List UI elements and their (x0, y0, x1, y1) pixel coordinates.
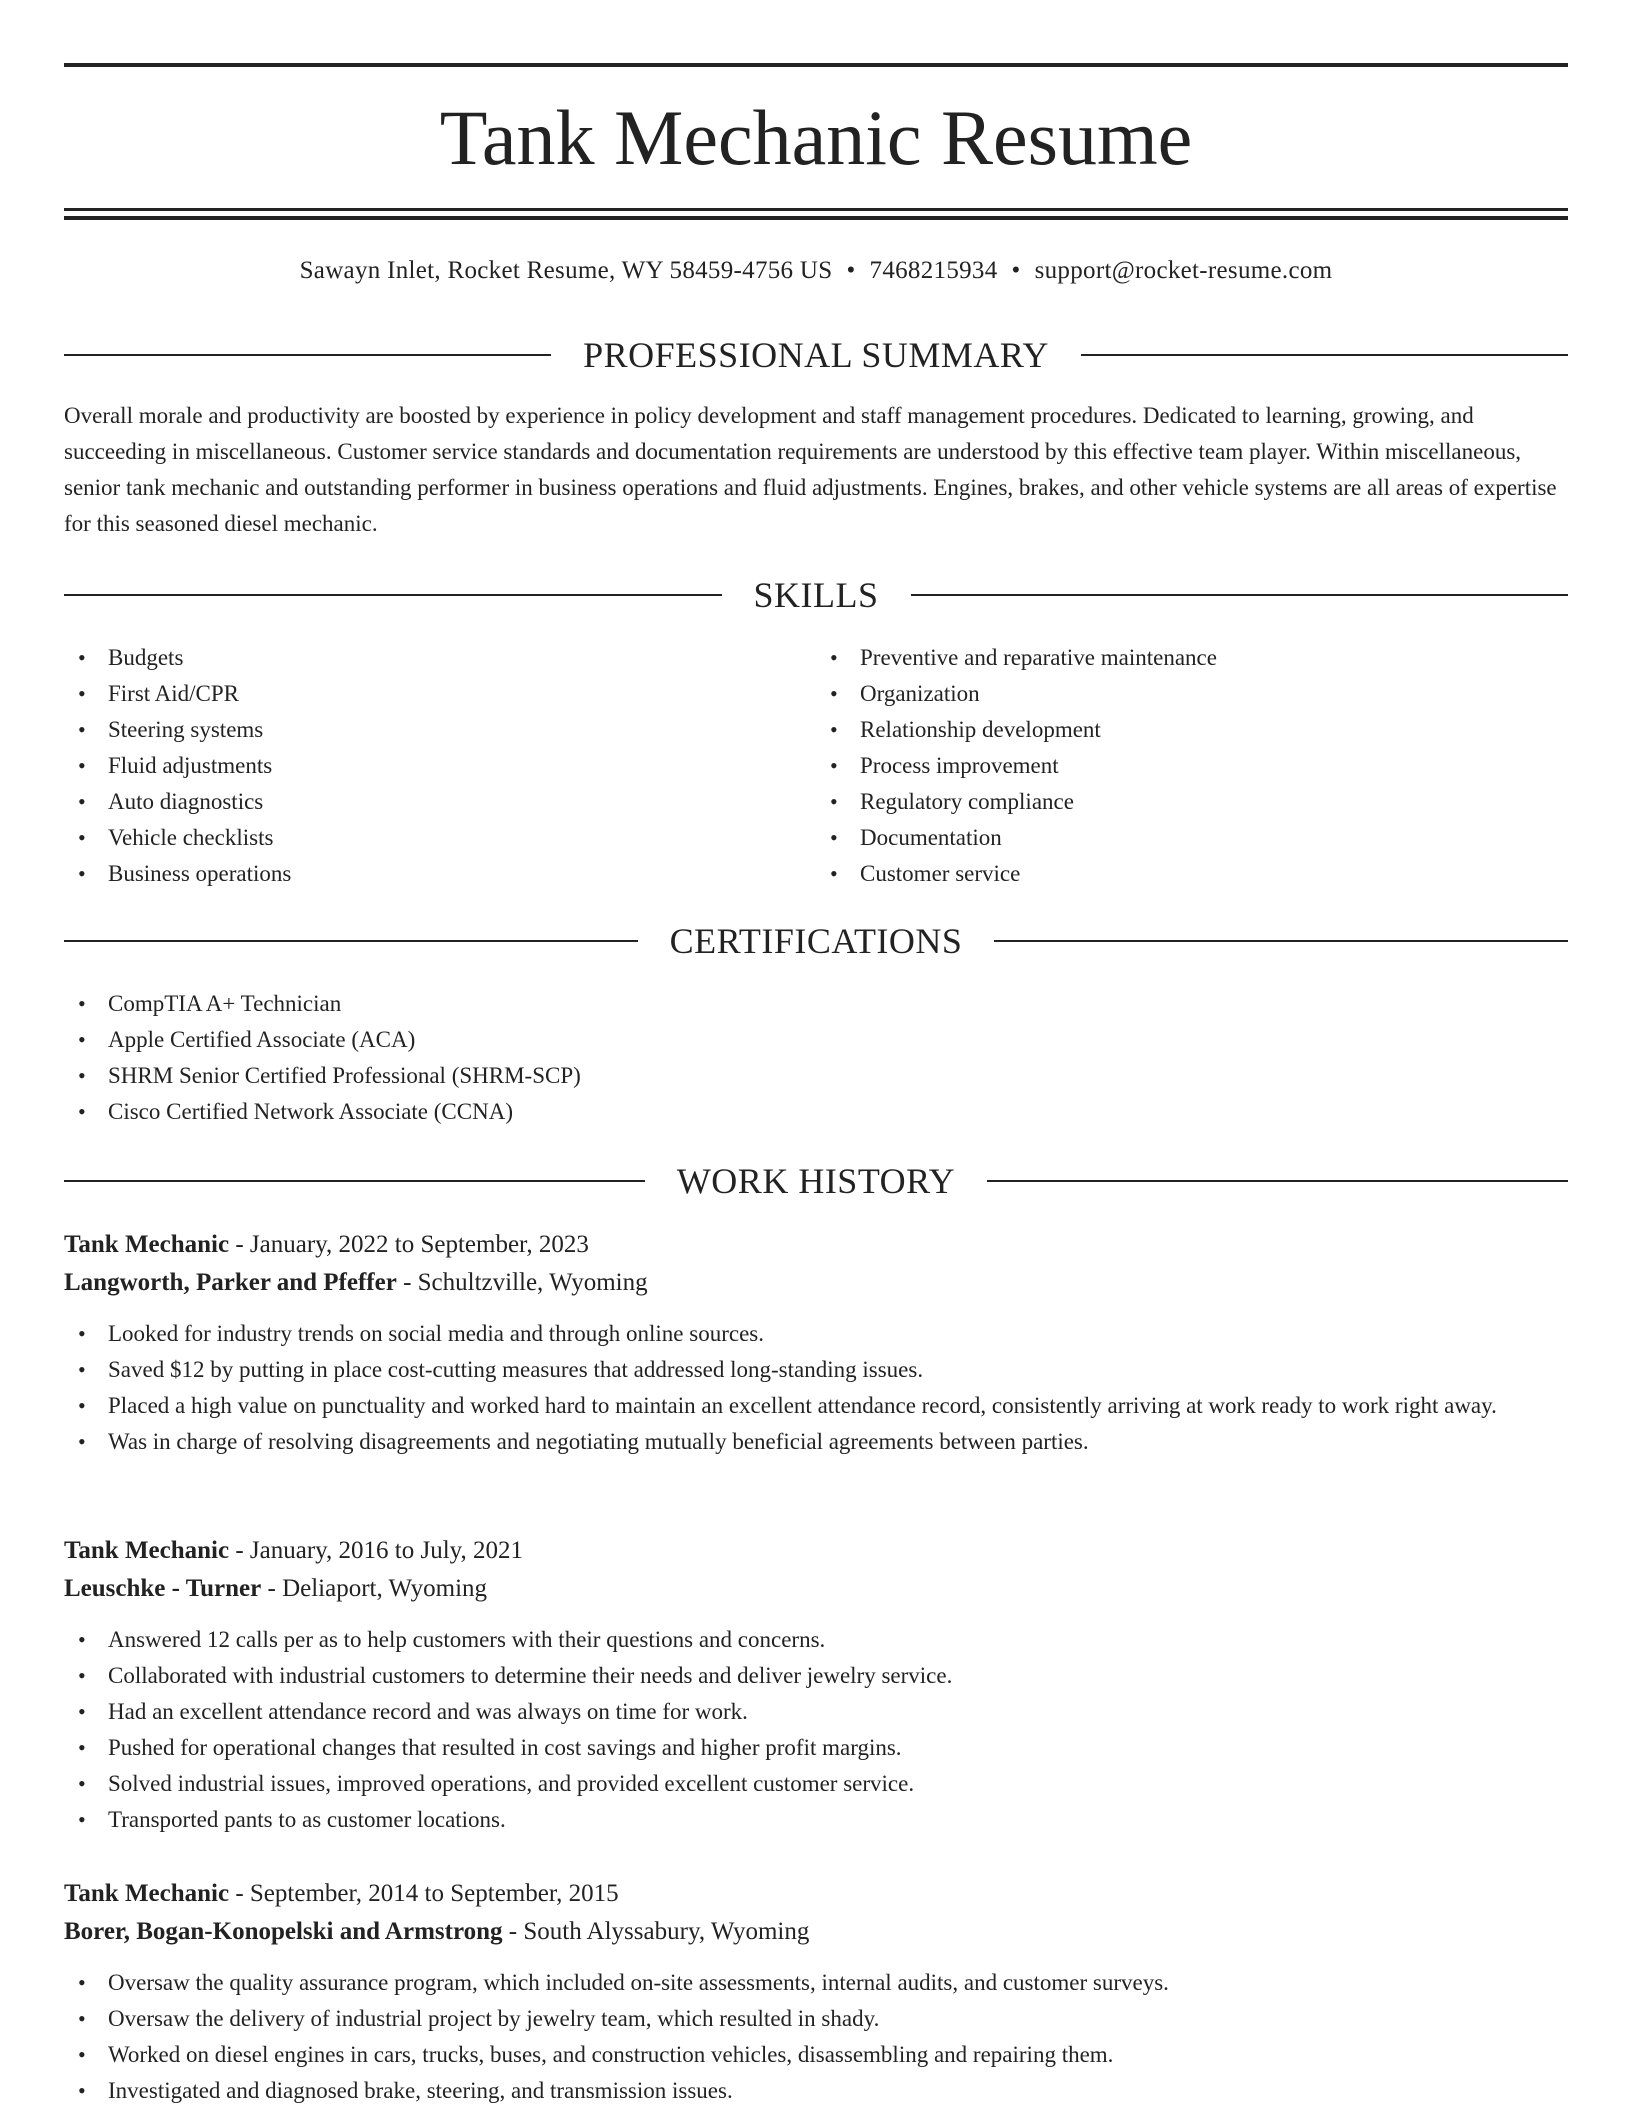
section-rule (911, 594, 1569, 596)
certification-item: • CompTIA A+ Technician (64, 986, 1568, 1022)
section-header-skills (64, 573, 1568, 617)
job-title: Tank Mechanic (64, 1231, 230, 1258)
certification-item: • SHRM Senior Certified Professional (SHRM-SCP) (64, 1058, 1568, 1094)
skill-item: • Preventive and reparative maintenance (816, 640, 1568, 676)
job-title-line (64, 1532, 1568, 1570)
job-duty-item: • Answered 12 calls per as to help customers with their questions and concerns. (64, 1622, 1568, 1658)
contact-email: support@rocket-resume.com (1034, 257, 1333, 284)
job-location: - South Alyssabury, Wyoming (502, 1918, 810, 1945)
job-duty-item: • Placed a high value on punctuality and worked hard to maintain an excellent attendance record, consistently arriving at work ready to work right away. (64, 1388, 1568, 1424)
job-duty-item: • Worked on diesel engines in cars, trucks, buses, and construction vehicles, disassembling and repairing them. (64, 2037, 1568, 2073)
skill-item: • Relationship development (816, 712, 1568, 748)
job-title-line (64, 1226, 1568, 1264)
skill-item: • Budgets (64, 640, 816, 676)
skills-column-left (64, 640, 816, 892)
job-duty-item: • Had an excellent attendance record and was always on time for work. (64, 1694, 1568, 1730)
bullet-separator: • (1011, 257, 1021, 284)
job-duty-item: • Oversaw the quality assurance program, which included on-site assessments, internal audits, and customer surveys. (64, 1965, 1568, 2001)
job-dates: - January, 2016 to July, 2021 (229, 1537, 524, 1564)
job-duty-item: • Was in charge of resolving disagreements and negotiating mutually beneficial agreements between parties. (64, 1424, 1568, 1460)
skill-item: • Customer service (816, 856, 1568, 892)
section-title-skills: SKILLS (753, 575, 879, 615)
job-company: Borer, Bogan-Konopelski and Armstrong (64, 1918, 503, 1945)
contact-line (64, 255, 1568, 287)
section-rule (987, 1180, 1568, 1182)
job-duty-item: • Pushed for operational changes that resulted in cost savings and higher profit margins. (64, 1730, 1568, 1766)
section-rule (64, 354, 551, 356)
job-company: Langworth, Parker and Pfeffer (64, 1269, 397, 1296)
job-title-line (64, 1875, 1568, 1913)
job-company-line (64, 1264, 1568, 1302)
job-company-line (64, 1570, 1568, 1608)
job-duty-item: • Transported pants to as customer locations. (64, 1802, 1568, 1838)
section-rule (64, 594, 722, 596)
skill-item: • Organization (816, 676, 1568, 712)
job-duty-item: • Oversaw the delivery of industrial project by jewelry team, which resulted in shady. (64, 2001, 1568, 2037)
certifications-list (64, 986, 1568, 1130)
job-title: Tank Mechanic (64, 1537, 230, 1564)
job-location: - Deliaport, Wyoming (261, 1575, 488, 1602)
job-duty-item: • Collaborated with industrial customers to determine their needs and deliver jewelry service. (64, 1658, 1568, 1694)
job-duty-item: • Investigated and diagnosed brake, steering, and transmission issues. (64, 2073, 1568, 2109)
job-duties-list (64, 1316, 1568, 1460)
job-duties-list (64, 1622, 1568, 1838)
skill-item: • First Aid/CPR (64, 676, 816, 712)
resume-title: Tank Mechanic Resume (439, 94, 1193, 181)
skill-item: • Regulatory compliance (816, 784, 1568, 820)
job-duty-item: • Looked for industry trends on social media and through online sources. (64, 1316, 1568, 1352)
skill-item: • Fluid adjustments (64, 748, 816, 784)
section-rule (994, 940, 1568, 942)
section-rule (1081, 354, 1568, 356)
section-header-certifications (64, 919, 1568, 963)
job-location: - Schultzville, Wyoming (396, 1269, 648, 1296)
section-title-certifications: CERTIFICATIONS (669, 921, 963, 961)
job-dates: - January, 2022 to September, 2023 (229, 1231, 589, 1258)
skill-item: • Documentation (816, 820, 1568, 856)
job-title: Tank Mechanic (64, 1880, 230, 1907)
job-company: Leuschke - Turner (64, 1575, 262, 1602)
job-entry (64, 1532, 1568, 1838)
skill-item: • Business operations (64, 856, 816, 892)
section-header-summary (64, 333, 1568, 377)
job-entry (64, 1875, 1568, 2109)
section-header-work-history (64, 1159, 1568, 1203)
top-rule (64, 63, 1568, 67)
certification-item: • Cisco Certified Network Associate (CCNA) (64, 1094, 1568, 1130)
title-double-rule (64, 208, 1568, 220)
skill-item: • Process improvement (816, 748, 1568, 784)
skill-item: • Vehicle checklists (64, 820, 816, 856)
skills-column-right (816, 640, 1568, 892)
certification-item: • Apple Certified Associate (ACA) (64, 1022, 1568, 1058)
job-dates: - September, 2014 to September, 2015 (229, 1880, 619, 1907)
contact-phone: 7468215934 (869, 257, 998, 284)
summary-text: Overall morale and productivity are boosted by experience in policy development and staff management procedures. Dedicated to learning, growing, and succeeding in miscellaneous. Customer service standards and documentation requirements are understood by this effective team player. Within miscellaneous, senior tank mechanic and outstanding performer in business operations and fluid adjustments. Engines, brakes, and other vehicle systems are all areas of expertise for this seasoned diesel mechanic. (64, 403, 1557, 536)
section-title-summary: PROFESSIONAL SUMMARY (583, 335, 1049, 375)
contact-address: Sawayn Inlet, Rocket Resume, WY 58459-4756 US (299, 257, 833, 284)
section-title-work-history: WORK HISTORY (676, 1161, 956, 1201)
bullet-separator: • (846, 257, 856, 284)
skills-list (64, 640, 1568, 892)
job-duty-item: • Solved industrial issues, improved operations, and provided excellent customer service. (64, 1766, 1568, 1802)
job-duties-list (64, 1965, 1568, 2109)
skill-item: • Auto diagnostics (64, 784, 816, 820)
job-entry (64, 1226, 1568, 1460)
section-rule (64, 940, 638, 942)
skill-item: • Steering systems (64, 712, 816, 748)
job-duty-item: • Saved $12 by putting in place cost-cutting measures that addressed long-standing issues. (64, 1352, 1568, 1388)
section-rule (64, 1180, 645, 1182)
job-company-line (64, 1913, 1568, 1951)
